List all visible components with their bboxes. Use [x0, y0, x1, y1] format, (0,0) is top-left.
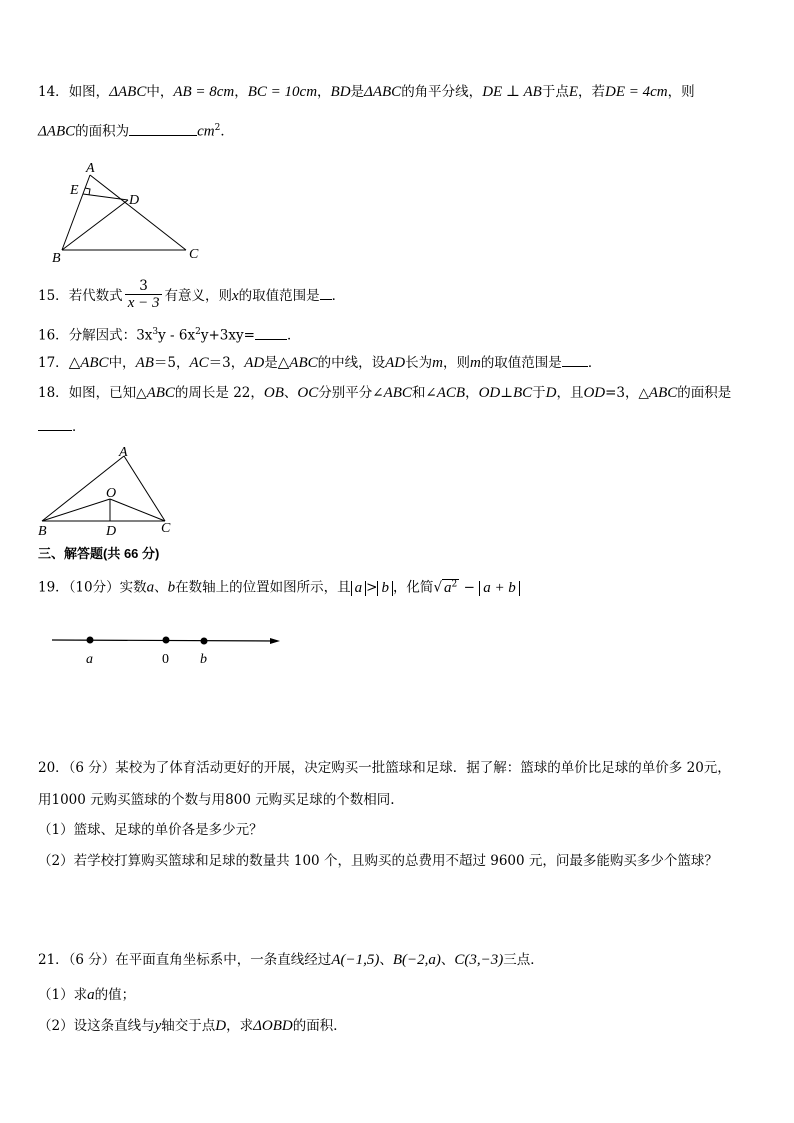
- point-zero: [163, 637, 170, 644]
- answer-blank[interactable]: [320, 285, 332, 300]
- answer-blank[interactable]: [129, 121, 197, 136]
- axis-arrow: [270, 638, 280, 644]
- q14-triangle-figure: [48, 160, 208, 270]
- q15-line: 15．若代数式 $\frac{3}{x - 3}$ 有意义，则x的取值范围是 ．: [38, 278, 346, 311]
- q14-line1: 14．如图，ΔABC中，AB = 8cm，BC = 10cm，BD是ΔABC的角平分线，DE ⊥ AB于点E，若DE = 4cm，则: [38, 84, 695, 100]
- q21-line2: （1）求a的值；: [38, 987, 136, 1003]
- number-line-figure: [48, 628, 288, 668]
- segment-de: [83, 194, 128, 200]
- label-zero: 0: [162, 652, 169, 667]
- section-heading: 三、解答题(共 66 分): [38, 546, 160, 561]
- label-b: B: [52, 251, 61, 266]
- sqrt-expression: √ $a^2$: [433, 579, 458, 596]
- edge-ac: [90, 175, 186, 250]
- label-d: D: [106, 524, 117, 539]
- label-b: b: [200, 652, 207, 667]
- q20-line4: （2）若学校打算购买篮球和足球的数量共 100 个，且购买的总费用不超过 9600 元，问最多能购买多少个篮球？: [38, 853, 718, 869]
- q21-line3: （2）设这条直线与y轴交于点D，求ΔOBD的面积．: [38, 1018, 347, 1034]
- edge-ac: [124, 456, 165, 521]
- q20-line2: 用1000 元购买篮球的个数与用800 元购买足球的个数相同.: [38, 792, 395, 808]
- q18-line1: 18．如图，已知△ABC的周长是 22，OB、OC分别平分∠ABC和∠ACB，OD⊥BC于D，且OD=3，△ABC的面积是: [38, 385, 732, 401]
- label-o: O: [106, 486, 117, 501]
- label-a: A: [119, 445, 128, 460]
- label-c: C: [161, 521, 171, 536]
- answer-blank[interactable]: [38, 416, 72, 431]
- fraction: $\frac{3}{x - 3}$: [125, 278, 163, 311]
- label-e: E: [70, 183, 79, 198]
- q19-line: 19．（10分）实数a、b在数轴上的位置如图所示，且 a > b ，化简√ $a^2 - a + b$: [38, 574, 520, 598]
- segment-ob: [42, 499, 110, 521]
- q16-line: 16．分解因式：$3x^3y - 6x^2y+3xy=$ ．: [38, 322, 300, 346]
- label-c: C: [189, 247, 199, 262]
- answer-blank[interactable]: [255, 325, 287, 340]
- q20-line3: （1）篮球、足球的单价各是多少元？: [38, 822, 263, 838]
- label-a: a: [86, 652, 93, 667]
- label-b: B: [38, 524, 47, 539]
- label-d: D: [129, 193, 140, 208]
- q20-line1: 20．（6 分）某校为了体育活动更好的开展，决定购买一批篮球和足球．据了解：篮球的单价比足球的单价多 20元，: [38, 760, 731, 776]
- point-b: [201, 638, 208, 645]
- segment-oc: [110, 499, 165, 521]
- segment-bd: [62, 200, 128, 250]
- q18-triangle-figure: [34, 444, 184, 539]
- label-a: A: [86, 161, 95, 176]
- q17-line: 17．△ABC中，AB＝5，AC＝3，AD是△ABC的中线，设AD长为m，则m的取值范围是 ．: [38, 352, 601, 373]
- q14-line2: ΔABC的面积为 $cm^2$．: [38, 118, 234, 142]
- q18-line2: ．: [38, 416, 86, 437]
- q21-line1: 21．（6 分）在平面直角坐标系中，一条直线经过A(−1,5)、B(−2,a)、C(3,−3)三点．: [38, 952, 544, 968]
- point-a: [87, 637, 94, 644]
- answer-blank[interactable]: [562, 352, 588, 367]
